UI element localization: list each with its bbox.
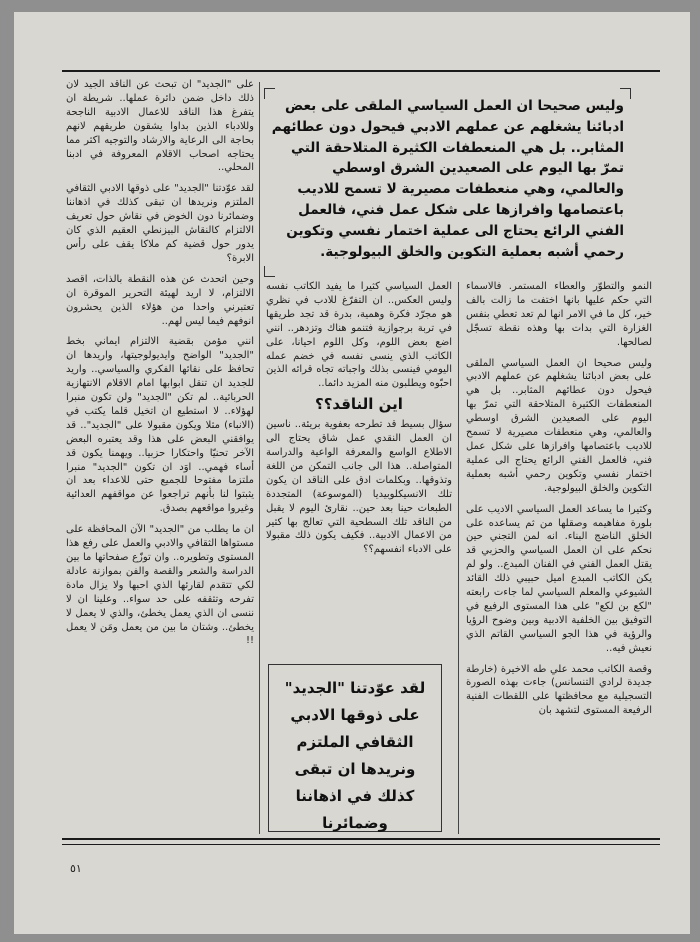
left-paragraph: انني مؤمن بقضية الالتزام ايماني بخط "الجديد" الواضح وايديولوجيتها، واريدها ان تحافظ على نقائها الفكري والسياسي.. واريد للجديد ان تنقل ابوابها امام الاقلام الانتهازية الحربائية.. لم تكن "الجديد" ولن تكون منبرا لهؤلاء.. لا استطيع ان اتخيل قلما يكتب في (الانباء) مثلا ويكون مقبولا على "الجديد".. قد يوافقني البعض على هذا وقد يعتبره البعض الآخر تحنيّا واحتكارا حزبيا.. ويهمنا يكون قد أساء فهمي.. اوَد ان تكون "الجديد" منبرا ملتزما مفتوحا للجميع حتى للاعداء بعد ان يثبتوا لنا بأنهم تراجعوا عن مواقفهم العدائية وغيروا مواقعهم بصدق. [66, 336, 254, 515]
left-paragraph: لقد عوّدتنا "الجديد" على ذوقها الادبي الثقافي الملتزم ونريدها ان تبقى كذلك في اذهاننا وضمائرنا دون الخوض في نقاش حول تعريف الالتزام كالنقاش البيزنطي العقيم الذي كان يدور حول قضية كم ملاكا يقف على رأس الابرة؟ [66, 183, 254, 264]
right-paragraph: وقصة الكاتب محمد علي طه الاخيرة (خارطة جديدة لرادي التنسانس) جاءت بهذه الصورة التسجيلية مع محافظتها على اللقطات الفنية الرفيعة المستوى لتشهد بان [466, 663, 652, 717]
pull-quote-text: لقد عوّدتنا "الجديد" على ذوقها الادبي الثقافي الملتزم ونريدها ان تبقى كذلك في اذهاننا وضمائرنا [284, 679, 426, 832]
middle-paragraph: العمل السياسي كثيرا ما يفيد الكاتب نفسه وليس العكس.. ان التفرّغ للادب في نظري هو مجرّد فكرة وهمية، بدرة قد تجد طريقها في تربة برجوازية فتنمو هناك وتزدهر.. انني اضع بعض اللوم، وكل اللوم احيانا، على الكاتب الذي ينسى نفسه في خضم عمله اليومي فينسى بذلك واجباته تجاه قرائه الذين احبّوه ويطلبون منه المزيد دائما.. [266, 281, 452, 390]
left-paragraph: وحين اتحدث عن هذه النقطة بالذات، اقصد الالتزام، لا اريد لهيئة التحرير الموقرة ان تعتبرني واحدا من هؤلاء الذين يحشرون انوفهم فيما ليس لهم.. [66, 273, 254, 327]
right-paragraph: النمو والتطوّر والعطاء المستمر. فالاسماء التي حكم عليها بانها اختفت ما زالت بالف خير، كل ما في الامر انها لم تعد تعطي بنفس الغزارة التي بدات بها وهذه نقطة تسجّل لصالحها. [466, 281, 652, 348]
right-paragraph: وكثيرا ما يساعد العمل السياسي الاديب على بلورة مفاهيمه وصقلها من ثم يساعده على الخلق الناضج البناء. انه لمن التجني حين نحكم على ان العمل السياسي والحزبي قد يقتل العمل الفني في الفنان المبدع.. ولو لم يكن الكاتب المبدع اميل حبيبي ذلك القائد الشيوعي والمعلم السياسي لما جاءت رابعته "لكع بن لكع" على هذا المستوى الرفيع في التوفيق بين الخلفية الادبية وبين وضوح الرؤيا والرؤية في هذا الجو السياسي القاتم الذي نعيش فيه.. [466, 503, 652, 654]
pull-quote [268, 664, 442, 832]
right-paragraph: وليس صحيحا ان العمل السياسي الملقى على بعض ادبائنا يشغلهم عن عملهم الادبي فيحول دون عطائهم المثابر.. بل هي المنعطفات الكثيرة المتلاحقة التي تمرّ بها اليوم على الصعيدين الشرق اوسطي والعالمي، وهي منعطفات مصيرية لا تسمح للاديب باعتصامها وافرازها على شكل عمل فني، فالعمل الفني الرائع يحتاج الى عملية اختمار نفسي وتكوين رحمي أشبه بعملية التكوين والخلق البيولوجية. [466, 357, 652, 494]
middle-column [266, 280, 452, 660]
bottom-rule [62, 844, 660, 845]
magazine-page [14, 12, 690, 934]
middle-paragraph: سؤال بسيط قد تطرحه بعفوية بريئة.. ناسين ان العمل النقدي عمل شاق يحتاج الى الاطلاع الواسع والمعرفة الواعية والدراسة المتواصلة.. هذا الى جانب التمكن من اللغة وتذوقها.. وبكلمات ادق على الناقد ان يكون تلك الانسيكلوبيديا (الموسوعة) المتجددة الطبعات حينا بعد حين.. نقارئ اليوم لا يقبل من الناقد تلك السطحية التي تعالج بها كثير من الاعمال الادبية.. فكيف يكون ذلك مقبولا على الادباء انفسهم؟؟ [266, 419, 452, 556]
lead-text: وليس صحيحا ان العمل السياسي الملقى على بعض ادبائنا يشغلهم عن عملهم الادبي فيحول دون عطائهم المثابر.. بل هي المنعطفات الكثيرة المتلاحقة التي تمرّ بها اليوم على الصعيدين الشرق اوسطي والعالمي، وهي منعطفات مصيرية لا تسمح للاديب باعتصامها وافرازها على شكل عمل فني، فالعمل الفني الرائع يحتاج الى عملية اختمار نفسي وتكوين رحمي أشبه بعملية التكوين والخلق البيولوجية. [271, 98, 624, 260]
page-number: ٥١ [70, 862, 82, 875]
section-heading: اين الناقد؟؟ [315, 395, 403, 414]
left-paragraph: ان ما يطلب من "الجديد" الآن المحافظة على مستواها الثقافي والادبي والعمل على رفع هذا المستوى وتطويره.. وان توزّع صفحاتها ما بين الدراسة والشعر والقصة والفن بموازنة عادلة لكي تتقدم لقارئها الذي احبها ولا يزال مادة تفرحه وتثقفه على حد سواء.. وعلينا ان لا ننسى ان الذي يعمل يخطئ، والذي لا يعمل لا يخطئ.. وشتان ما بين من يعمل ومَن لا يعمل !! [66, 524, 254, 647]
bottom-rule [62, 838, 660, 840]
lead-paragraph [268, 96, 624, 264]
left-paragraph: على "الجديد" ان تبحث عن الناقد الجيد لان ذلك داخل ضمن دائرة عملها.. شريطة ان يتفرغ هذا الناقد للاعمال الادبية الناجحة وللادباء الذين بداوا يشقون طريقهم لانهم بحاجة الى الرعاية والارشاد والتوجيه اكثر مما يحتاجه اصحاب الاقلام المعروفة في ادبنا المحلي.. [66, 79, 254, 174]
column-divider [458, 282, 459, 834]
left-column [66, 78, 254, 838]
corner-bracket [264, 266, 275, 277]
column-divider [259, 82, 260, 834]
top-rule [62, 70, 660, 72]
right-column [466, 280, 652, 838]
